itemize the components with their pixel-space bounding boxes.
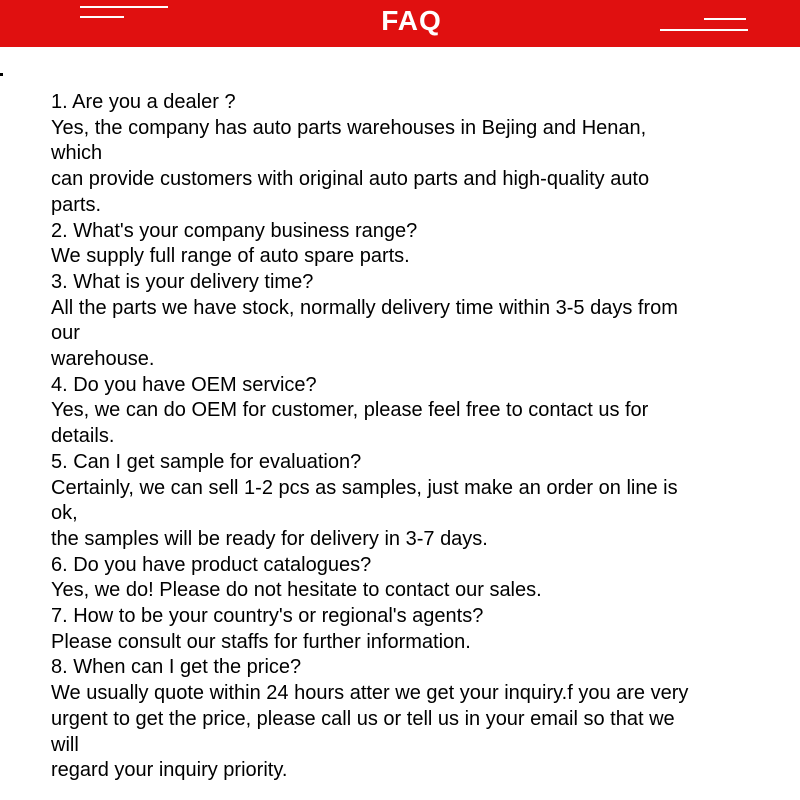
faq-question: 2. What's your company business range? (51, 219, 418, 242)
faq-question: 8. When can I get the price? (51, 656, 302, 679)
stray-mark (0, 73, 3, 76)
faq-answer-line: which (51, 142, 103, 165)
faq-answer-line: urgent to get the price, please call us or tell us in your email so that we (51, 707, 675, 730)
faq-content (51, 90, 796, 784)
faq-question: 4. Do you have OEM service? (51, 373, 317, 396)
faq-answer-line: will (51, 733, 79, 756)
faq-answer-line: the samples will be ready for delivery in 3-7 days. (51, 527, 488, 550)
faq-answer-line: regard your inquiry priority. (51, 759, 288, 782)
faq-answer-line: We usually quote within 24 hours atter we get your inquiry.f you are very (51, 682, 689, 705)
faq-answer-line: warehouse. (51, 348, 155, 371)
faq-answer-line: details. (51, 425, 115, 448)
faq-answer-line: Please consult our staffs for further information. (51, 630, 471, 653)
faq-answer-line: Yes, we can do OEM for customer, please feel free to contact us for (51, 399, 649, 422)
faq-answer-line: Yes, we do! Please do not hesitate to contact our sales. (51, 579, 542, 602)
page-title: FAQ (381, 5, 442, 36)
faq-answer-line: All the parts we have stock, normally delivery time within 3-5 days from (51, 296, 678, 319)
faq-answer-line: We supply full range of auto spare parts. (51, 245, 410, 268)
faq-answer-line: Yes, the company has auto parts warehouses in Bejing and Henan, (51, 116, 647, 139)
faq-answer-line: can provide customers with original auto parts and high-quality auto (51, 168, 650, 191)
faq-answer-line: ok, (51, 502, 78, 525)
faq-question: 7. How to be your country's or regional's agents? (51, 605, 484, 628)
faq-answer-line: Certainly, we can sell 1-2 pcs as samples, just make an order on line is (51, 476, 678, 499)
faq-header-banner (0, 0, 800, 47)
faq-answer-line: our (51, 322, 80, 345)
faq-question: 1. Are you a dealer ? (51, 91, 236, 113)
faq-question: 6. Do you have product catalogues? (51, 553, 372, 576)
faq-question: 3. What is your delivery time? (51, 270, 314, 293)
faq-question: 5. Can I get sample for evaluation? (51, 450, 362, 473)
faq-answer-line: parts. (51, 193, 102, 216)
